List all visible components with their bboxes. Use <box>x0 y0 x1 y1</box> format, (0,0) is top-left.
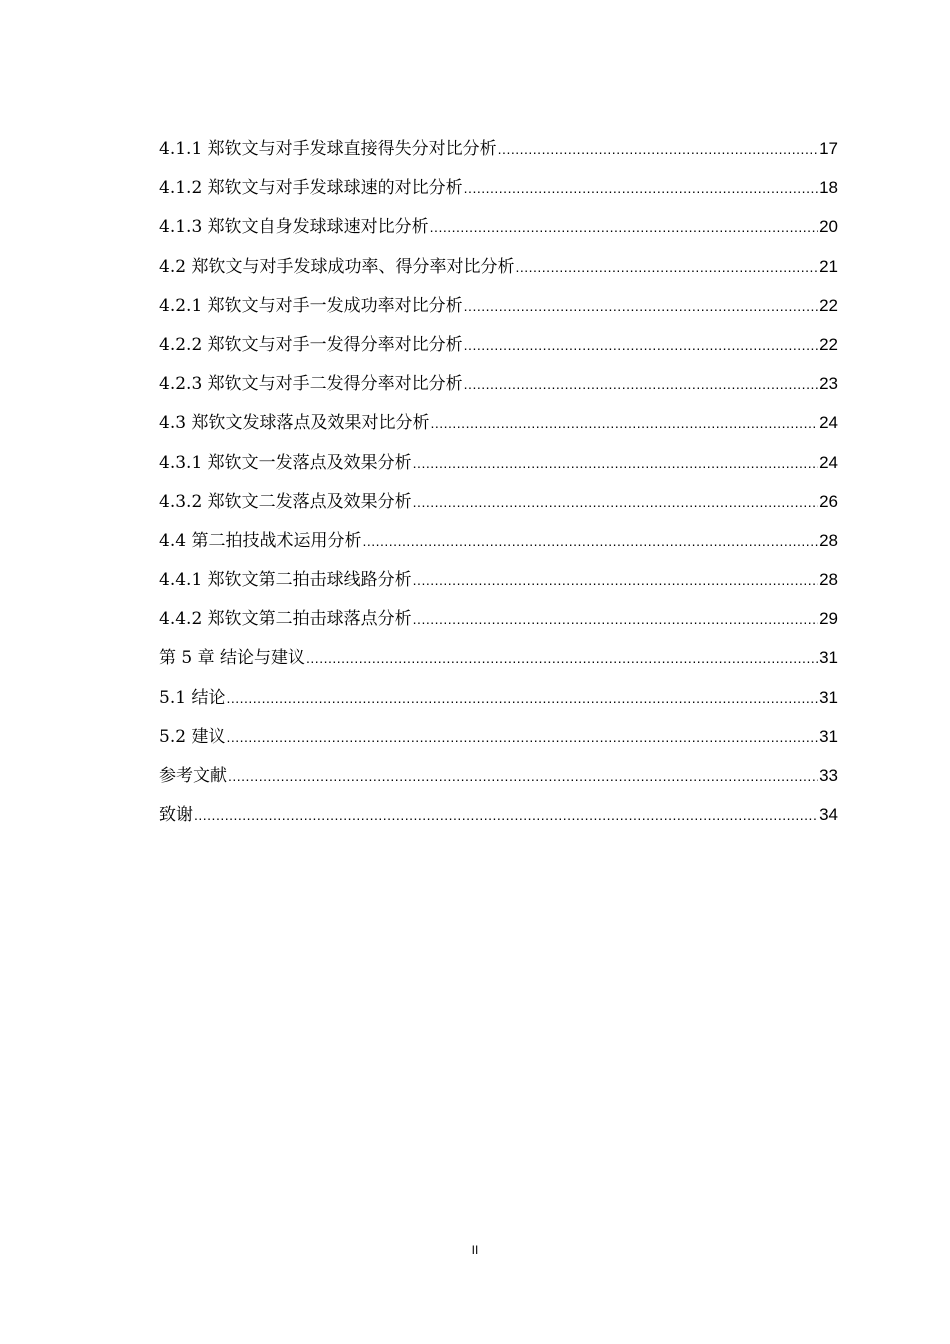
toc-entry[interactable] <box>159 683 838 722</box>
toc-entry-page: 26 <box>819 491 838 511</box>
toc-entry-page: 28 <box>819 530 838 550</box>
toc-entry-page: 31 <box>819 687 838 707</box>
toc-dot-leader <box>464 330 818 360</box>
toc-entry-page: 24 <box>819 452 838 472</box>
toc-dot-leader <box>515 252 818 282</box>
toc-entry-title: 4.2 郑钦文与对手发球成功率、得分率对比分析 <box>159 256 515 277</box>
table-of-contents <box>159 134 838 839</box>
toc-dot-leader <box>430 212 818 242</box>
toc-dot-leader <box>413 448 818 478</box>
toc-entry-title: 4.2.2 郑钦文与对手一发得分率对比分析 <box>159 334 463 355</box>
toc-entry[interactable] <box>159 565 838 604</box>
toc-entry[interactable] <box>159 134 838 173</box>
toc-dot-leader <box>226 722 818 752</box>
toc-entry-title: 4.2.1 郑钦文与对手一发成功率对比分析 <box>159 295 463 316</box>
toc-dot-leader <box>464 291 818 321</box>
toc-entry-title: 4.1.3 郑钦文自身发球球速对比分析 <box>159 217 429 238</box>
toc-dot-leader <box>413 487 818 517</box>
toc-entry-title: 4.1.2 郑钦文与对手发球球速的对比分析 <box>159 178 463 199</box>
toc-entry-title: 5.1 结论 <box>159 687 226 708</box>
toc-entry[interactable] <box>159 408 838 447</box>
toc-dot-leader <box>228 761 818 791</box>
toc-entry-title: 参考文献 <box>159 766 227 786</box>
page-number: II <box>471 1243 479 1257</box>
toc-dot-leader <box>306 643 818 673</box>
toc-entry-page: 22 <box>819 334 838 354</box>
toc-entry[interactable] <box>159 643 838 682</box>
toc-entry[interactable] <box>159 173 838 212</box>
toc-entry-title: 4.4 第二拍技战术运用分析 <box>159 530 362 551</box>
toc-entry-title: 4.2.3 郑钦文与对手二发得分率对比分析 <box>159 374 463 395</box>
toc-entry-title: 4.3.1 郑钦文一发落点及效果分析 <box>159 452 412 473</box>
toc-entry[interactable] <box>159 761 838 800</box>
toc-entry-page: 31 <box>819 726 838 746</box>
toc-dot-leader <box>362 526 818 556</box>
toc-entry-title: 4.4.1 郑钦文第二拍击球线路分析 <box>159 570 412 591</box>
toc-entry[interactable] <box>159 212 838 251</box>
toc-entry-page: 33 <box>819 766 838 785</box>
toc-entry-title: 致谢 <box>159 805 193 826</box>
toc-entry-page: 29 <box>819 609 838 629</box>
toc-dot-leader <box>430 408 818 438</box>
toc-entry[interactable] <box>159 722 838 761</box>
toc-entry-title: 4.1.1 郑钦文与对手发球直接得失分对比分析 <box>159 139 497 159</box>
toc-entry-page: 23 <box>819 374 838 394</box>
toc-entry[interactable] <box>159 800 838 839</box>
toc-entry[interactable] <box>159 330 838 369</box>
toc-entry-page: 18 <box>819 178 838 198</box>
toc-entry[interactable] <box>159 604 838 643</box>
toc-dot-leader <box>226 683 818 713</box>
toc-entry-page: 34 <box>819 805 838 825</box>
toc-entry-title: 4.3 郑钦文发球落点及效果对比分析 <box>159 413 430 434</box>
toc-entry-page: 22 <box>819 295 838 315</box>
toc-entry-page: 28 <box>819 570 838 590</box>
toc-entry-title: 4.3.2 郑钦文二发落点及效果分析 <box>159 491 412 512</box>
toc-dot-leader <box>498 134 818 164</box>
toc-entry-page: 24 <box>819 413 838 433</box>
toc-entry-page: 31 <box>819 648 838 668</box>
toc-entry-title: 5.2 建议 <box>159 726 226 747</box>
toc-entry[interactable] <box>159 369 838 408</box>
toc-dot-leader <box>464 369 818 399</box>
toc-entry-page: 17 <box>819 139 838 158</box>
toc-dot-leader <box>194 800 818 830</box>
toc-entry-page: 20 <box>819 217 838 237</box>
toc-dot-leader <box>413 565 818 595</box>
toc-entry-page: 21 <box>819 256 838 276</box>
toc-entry[interactable] <box>159 448 838 487</box>
toc-entry-title: 4.4.2 郑钦文第二拍击球落点分析 <box>159 609 412 630</box>
toc-entry[interactable] <box>159 487 838 526</box>
toc-entry[interactable] <box>159 291 838 330</box>
toc-entry[interactable] <box>159 526 838 565</box>
toc-dot-leader <box>413 604 818 634</box>
toc-entry-title: 第 5 章 结论与建议 <box>159 648 306 669</box>
toc-entry[interactable] <box>159 252 838 291</box>
toc-dot-leader <box>464 173 818 203</box>
